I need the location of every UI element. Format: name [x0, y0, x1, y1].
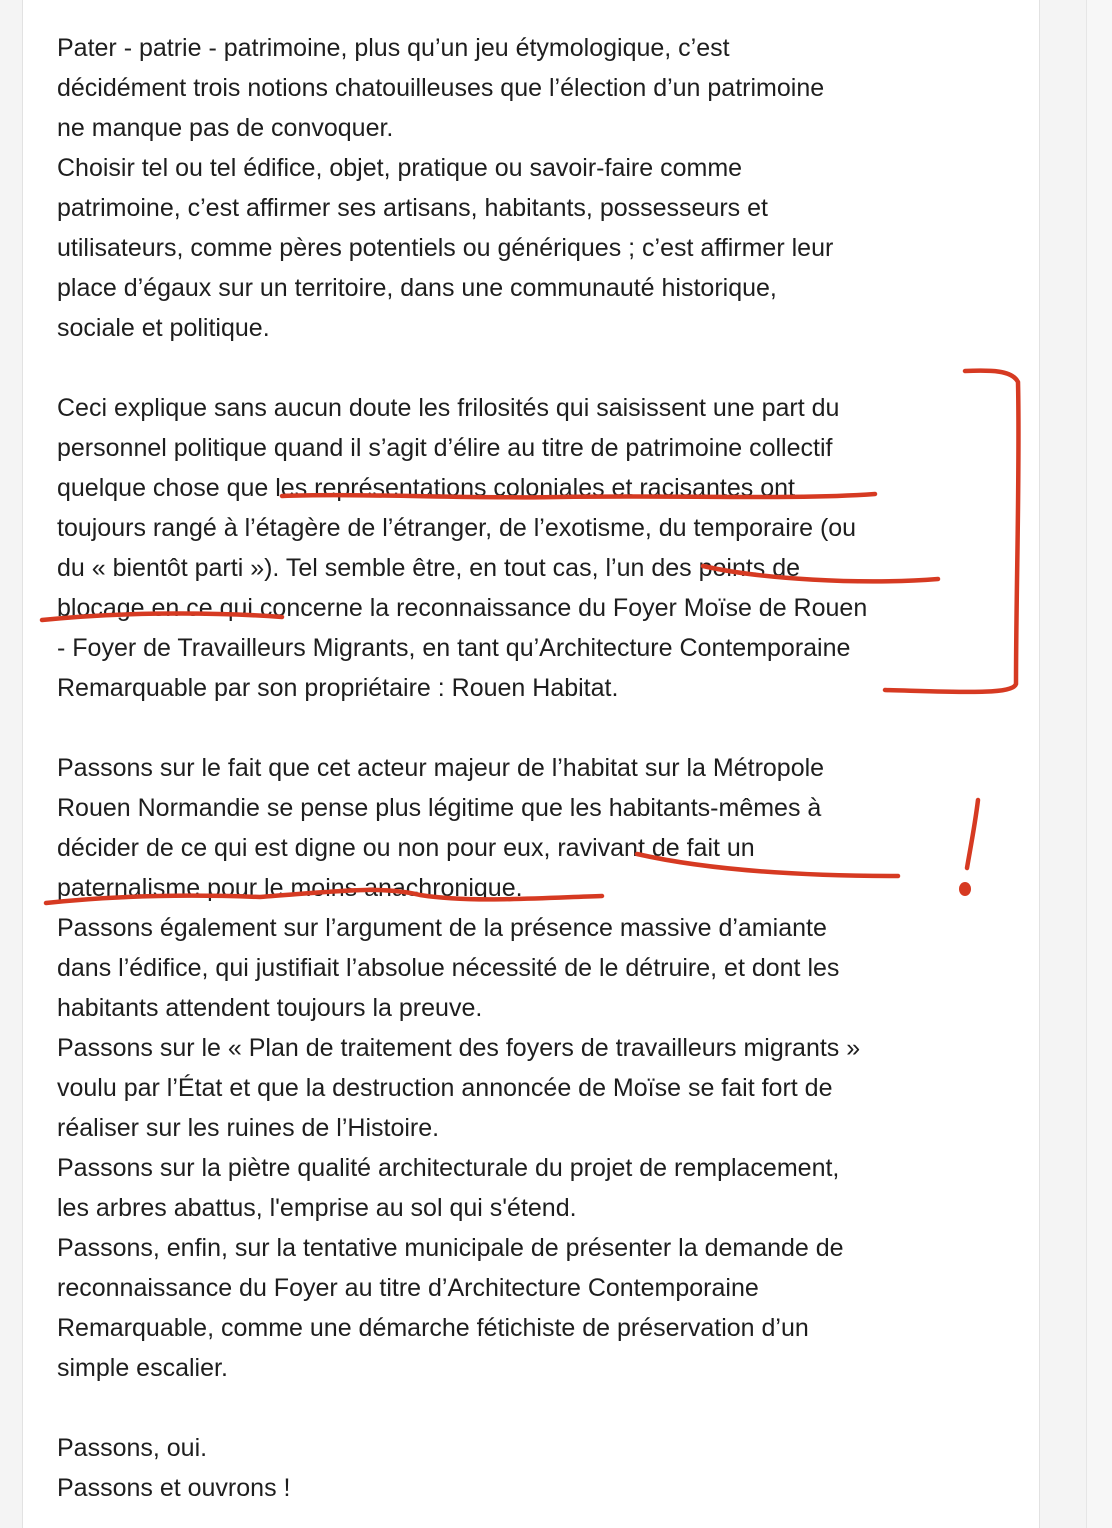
- text-line: Rouen Normandie se pense plus légitime que les habitants-mêmes à: [57, 794, 822, 822]
- paragraph-3: [57, 748, 987, 1388]
- paragraph-4: [57, 1428, 987, 1508]
- text-line: dans l’édifice, qui justifiait l’absolue nécessité de le détruire, et dont les: [57, 954, 840, 982]
- text-line: blocage en ce qui concerne la reconnaissance du Foyer Moïse de Rouen: [57, 594, 868, 622]
- text-line: habitants attendent toujours la preuve.: [57, 994, 483, 1022]
- text-line: patrimoine, c’est affirmer ses artisans, habitants, possesseurs et: [57, 194, 768, 222]
- document-page: [22, 0, 1040, 1528]
- text-line: simple escalier.: [57, 1354, 228, 1382]
- text-line: décidément trois notions chatouilleuses que l’élection d’un patrimoine: [57, 74, 825, 102]
- text-line: Passons sur la piètre qualité architecturale du projet de remplacement,: [57, 1154, 840, 1182]
- text-line: Passons et ouvrons !: [57, 1474, 291, 1502]
- text-line: ne manque pas de convoquer.: [57, 114, 394, 142]
- paragraph-gap: [57, 708, 987, 748]
- document-body: [57, 28, 987, 1508]
- text-line: utilisateurs, comme pères potentiels ou génériques ; c’est affirmer leur: [57, 234, 834, 262]
- text-line: quelque chose que les représentations coloniales et racisantes ont: [57, 474, 795, 502]
- text-line: Remarquable, comme une démarche fétichiste de préservation d’un: [57, 1314, 809, 1342]
- text-line: Ceci explique sans aucun doute les frilosités qui saisissent une part du: [57, 394, 840, 422]
- text-line: les arbres abattus, l'emprise au sol qui s'étend.: [57, 1194, 577, 1222]
- text-line: décider de ce qui est digne ou non pour eux, ravivant de fait un: [57, 834, 755, 862]
- text-line: toujours rangé à l’étagère de l’étranger, de l’exotisme, du temporaire (ou: [57, 514, 857, 542]
- text-line: place d’égaux sur un territoire, dans une communauté historique,: [57, 274, 777, 302]
- text-line: Passons, enfin, sur la tentative municipale de présenter la demande de: [57, 1234, 844, 1262]
- paragraph-gap: [57, 1388, 987, 1428]
- text-line: Passons également sur l’argument de la présence massive d’amiante: [57, 914, 827, 942]
- text-line: - Foyer de Travailleurs Migrants, en tant qu’Architecture Contemporaine: [57, 634, 851, 662]
- text-line: Passons, oui.: [57, 1434, 208, 1462]
- text-line: Choisir tel ou tel édifice, objet, pratique ou savoir-faire comme: [57, 154, 743, 182]
- text-line: réaliser sur les ruines de l’Histoire.: [57, 1114, 440, 1142]
- text-line: personnel politique quand il s’agit d’élire au titre de patrimoine collectif: [57, 434, 833, 462]
- text-line: sociale et politique.: [57, 314, 270, 342]
- paragraph-2: [57, 388, 987, 708]
- text-line: du « bientôt parti »). Tel semble être, en tout cas, l’un des points de: [57, 554, 801, 582]
- text-line: Passons sur le fait que cet acteur majeur de l’habitat sur la Métropole: [57, 754, 825, 782]
- paragraph-gap: [57, 348, 987, 388]
- text-line: paternalisme pour le moins anachronique.: [57, 874, 523, 902]
- scrollbar[interactable]: [1086, 0, 1112, 1528]
- text-line: reconnaissance du Foyer au titre d’Architecture Contemporaine: [57, 1274, 759, 1302]
- paragraph-1: [57, 28, 987, 348]
- text-line: Pater - patrie - patrimoine, plus qu’un jeu étymologique, c’est: [57, 34, 730, 62]
- text-line: Remarquable par son propriétaire : Rouen Habitat.: [57, 674, 619, 702]
- text-line: Passons sur le « Plan de traitement des foyers de travailleurs migrants »: [57, 1034, 861, 1062]
- text-line: voulu par l’État et que la destruction annoncée de Moïse se fait fort de: [57, 1074, 833, 1102]
